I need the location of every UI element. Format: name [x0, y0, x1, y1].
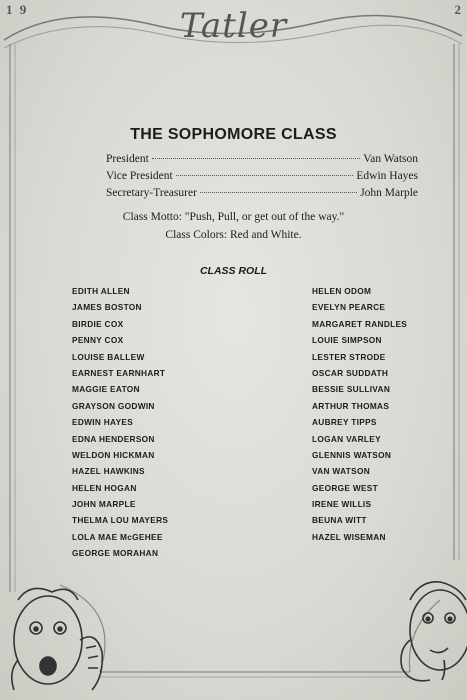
- class-roll-name: EDNA HENDERSON: [72, 433, 155, 444]
- class-roll-name: OSCAR SUDDATH: [312, 367, 389, 378]
- officer-name: Edwin Hayes: [356, 170, 418, 182]
- class-roll-name: EDWIN HAYES: [72, 417, 134, 428]
- class-roll-name: MAGGIE EATON: [72, 384, 140, 395]
- class-motto: Class Motto: "Push, Pull, or get out of the way.": [122, 211, 345, 223]
- class-roll-name: GLENNIS WATSON: [312, 449, 392, 460]
- officer-row-secretary-treasurer: [106, 187, 418, 204]
- class-roll-name: HAZEL WISEMAN: [312, 531, 386, 542]
- officer-role: President: [106, 153, 149, 165]
- class-roll-name: JAMES BOSTON: [72, 302, 142, 313]
- class-roll-name: GRAYSON GODWIN: [72, 400, 155, 411]
- dot-leader: [152, 158, 360, 159]
- class-roll-right-column: [312, 283, 407, 545]
- class-roll-name: BESSIE SULLIVAN: [312, 384, 391, 395]
- class-roll-name: THELMA LOU MAYERS: [72, 515, 169, 526]
- class-roll-name: LOGAN VARLEY: [312, 433, 381, 444]
- class-roll-name: BIRDIE COX: [72, 318, 124, 329]
- cartoon-face-right-icon: [401, 582, 467, 681]
- class-roll-name: EARNEST EARNHART: [72, 367, 166, 378]
- officer-role: Secretary-Treasurer: [106, 187, 197, 199]
- page-title: THE SOPHOMORE CLASS: [130, 126, 337, 143]
- class-roll-name: LESTER STRODE: [312, 351, 386, 362]
- class-roll-name: LOUISE BALLEW: [72, 351, 145, 362]
- class-roll-name: GEORGE WEST: [312, 482, 378, 493]
- class-roll-name: HAZEL HAWKINS: [72, 466, 145, 477]
- class-roll-name: IRENE WILLIS: [312, 499, 372, 510]
- class-roll-name: EVELYN PEARCE: [312, 302, 386, 313]
- officer-row-president: [106, 153, 418, 170]
- class-roll-name: WELDON HICKMAN: [72, 449, 155, 460]
- class-roll-name: LOUIE SIMPSON: [312, 335, 382, 346]
- class-roll-name: HELEN ODOM: [312, 286, 372, 296]
- class-roll-name: VAN WATSON: [312, 466, 371, 477]
- officer-row-vice-president: [106, 170, 418, 187]
- class-roll-left-column: [72, 283, 168, 562]
- officer-role: Vice President: [106, 170, 173, 182]
- page-corner-number-right: 2: [454, 2, 463, 17]
- dot-leader: [200, 192, 357, 193]
- class-roll-name: AUBREY TIPPS: [312, 417, 377, 428]
- officer-name: Van Watson: [363, 153, 418, 165]
- class-colors: Class Colors: Red and White.: [165, 229, 302, 241]
- class-roll-name: PENNY COX: [72, 335, 124, 346]
- class-roll-name: MARGARET RANDLES: [312, 318, 408, 329]
- class-roll-heading: CLASS ROLL: [199, 265, 268, 277]
- page-corner-number-left: 1 9: [6, 2, 29, 17]
- officer-name: John Marple: [360, 187, 418, 199]
- class-roll-name: EDITH ALLEN: [72, 286, 130, 296]
- class-roll-name: LOLA MAE McGEHEE: [72, 531, 163, 542]
- class-roll-name: JOHN MARPLE: [72, 499, 136, 510]
- masthead-logo: Tatler: [179, 6, 288, 46]
- class-roll-name: GEORGE MORAHAN: [72, 548, 159, 559]
- class-roll-name: ARTHUR THOMAS: [312, 400, 390, 411]
- class-roll-name: BEUNA WITT: [312, 515, 367, 526]
- dot-leader: [176, 175, 354, 176]
- class-roll-name: HELEN HOGAN: [72, 482, 137, 493]
- officers-list: [106, 153, 418, 204]
